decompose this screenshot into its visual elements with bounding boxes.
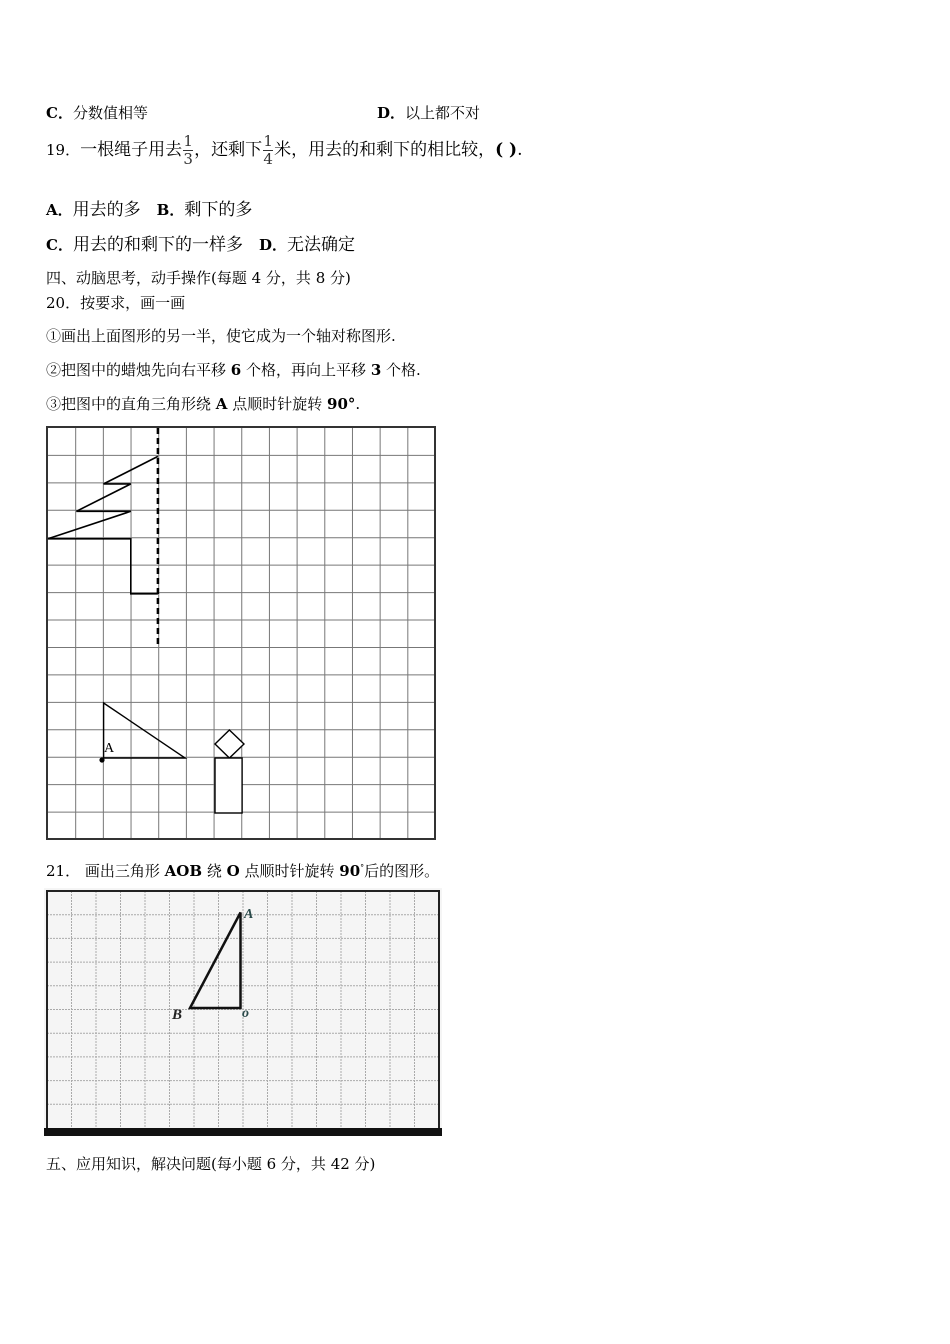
stem-text: 米，用去的和剩下的相比较， <box>274 140 496 160</box>
option-letter: D． <box>377 104 406 122</box>
q20-title: 20．按要求，画一画 <box>46 294 186 312</box>
item-text: ③把图中的直角三角形绕 <box>46 395 212 413</box>
question-number: 19． <box>46 141 81 159</box>
option-letter: C． <box>46 236 73 254</box>
right-triangle <box>104 703 186 758</box>
label-b: B <box>172 1007 183 1023</box>
triangle-name: AOB <box>164 862 203 880</box>
q18-option-c <box>46 102 148 123</box>
item-text: 个格. <box>386 361 421 379</box>
point-a <box>99 757 104 762</box>
option-text: 无法确定 <box>286 235 355 255</box>
q19-options-cd <box>46 230 355 255</box>
item-text: ②把图中的蜡烛先向右平移 <box>46 361 227 379</box>
fraction-one-quarter <box>263 134 273 167</box>
item-angle: 90° <box>327 395 356 413</box>
q19-stem <box>46 134 523 167</box>
q20-grid-figure <box>46 426 438 842</box>
q20-item-3 <box>46 393 360 414</box>
option-letter: D． <box>258 236 287 254</box>
item-text: 点顺时针旋转 <box>232 395 323 413</box>
item-number: 6 <box>230 361 242 379</box>
denominator: 3 <box>183 150 193 168</box>
stem-end: . <box>517 140 523 160</box>
stem-text: 点顺时针旋转 <box>244 862 335 880</box>
section-4-title: 四、动脑思考，动手操作(每题 4 分，共 8 分) <box>46 269 351 287</box>
degree-sign: ° <box>360 863 365 872</box>
item-text: . <box>355 395 361 413</box>
question-number: 21． <box>46 862 81 880</box>
q21-stem <box>46 860 439 881</box>
label-o: o <box>242 1006 249 1021</box>
answer-blank: ( ) <box>495 140 518 160</box>
option-text: 用去的多 <box>72 200 141 220</box>
option-letter: A． <box>46 201 73 219</box>
numerator: 1 <box>263 132 273 150</box>
option-text: 用去的和剩下的一样多 <box>72 235 243 255</box>
candle-flame <box>215 730 244 758</box>
denominator: 4 <box>263 150 273 168</box>
numerator: 1 <box>183 132 193 150</box>
option-text: 剩下的多 <box>184 200 253 220</box>
angle-value: 90 <box>339 862 361 880</box>
fraction-one-third <box>183 134 193 167</box>
stem-text: 绕 <box>206 862 222 880</box>
candle-body <box>215 758 242 813</box>
q19-options-ab <box>46 195 252 220</box>
stem-text: 一根绳子用去 <box>80 140 183 160</box>
q18-option-d <box>377 102 480 123</box>
q21-grid-figure <box>44 888 442 1136</box>
stem-text: 画出三角形 <box>84 862 160 880</box>
label-a: A <box>104 741 115 756</box>
stem-text: ，还剩下 <box>194 140 263 160</box>
label-a: A <box>244 907 254 922</box>
option-text: 分数值相等 <box>72 104 148 122</box>
section-5-title: 五、应用知识，解决问题(每小题 6 分，共 42 分) <box>46 1155 376 1173</box>
q20-item-1: ①画出上面图形的另一半，使它成为一个轴对称图形. <box>46 327 396 345</box>
rotation-point: O <box>226 862 240 880</box>
option-letter: B． <box>156 201 185 219</box>
item-number: 3 <box>370 361 382 379</box>
grid-bottom-bar <box>44 1128 442 1136</box>
item-point: A <box>215 395 228 413</box>
item-text: 个格，再向上平移 <box>246 361 367 379</box>
option-letter: C． <box>46 104 73 122</box>
option-text: 以上都不对 <box>405 104 481 122</box>
stem-text: 后的图形。 <box>364 862 440 880</box>
q20-item-2 <box>46 359 421 380</box>
